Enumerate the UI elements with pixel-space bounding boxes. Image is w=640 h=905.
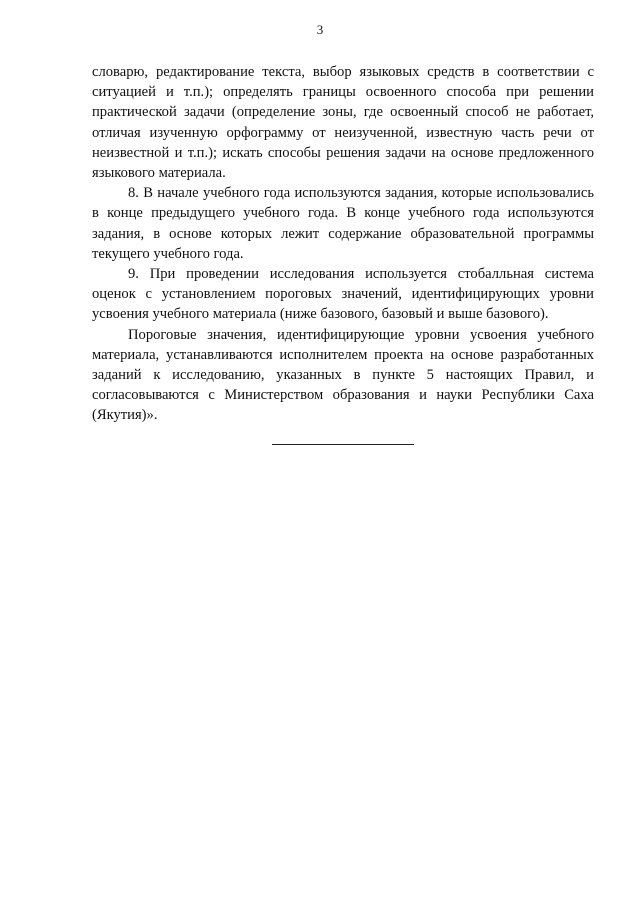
paragraph-continuation: словарю, редактирование текста, выбор языковых средств в соответствии с ситуацией и т.п.); определять границы освоенного способа при решении практической задачи (определение зоны, где освоенный способ не работает, отличая изученную орфограмму от неизученной, известную часть речи от неизвестной и т.п.); искать способы решения задачи на основе предложенного языкового материала. — [92, 64, 594, 182]
end-divider-line — [272, 444, 414, 445]
page-number: 3 — [316, 22, 324, 37]
document-body — [92, 62, 594, 426]
paragraph-item-9: 9. При проведении исследования используется стобалльная система оценок с установлением пороговых значений, идентифицирующих уровни усвоения учебного материала (ниже базового, базовый и выше базового). — [92, 266, 594, 323]
paragraph-item-8: 8. В начале учебного года используются задания, которые использовались в конце предыдущего учебного года. В конце учебного года используются задания, в основе которых лежит содержание образовательной программы текущего учебного года. — [92, 185, 594, 262]
paragraph-threshold-values: Пороговые значения, идентифицирующие уровни усвоения учебного материала, устанавливаются исполнителем проекта на основе разработанных заданий к исследованию, указанных в пункте 5 настоящих Правил, и согласовываются с Министерством образования и науки Республики Саха (Якутия)». — [92, 326, 594, 424]
